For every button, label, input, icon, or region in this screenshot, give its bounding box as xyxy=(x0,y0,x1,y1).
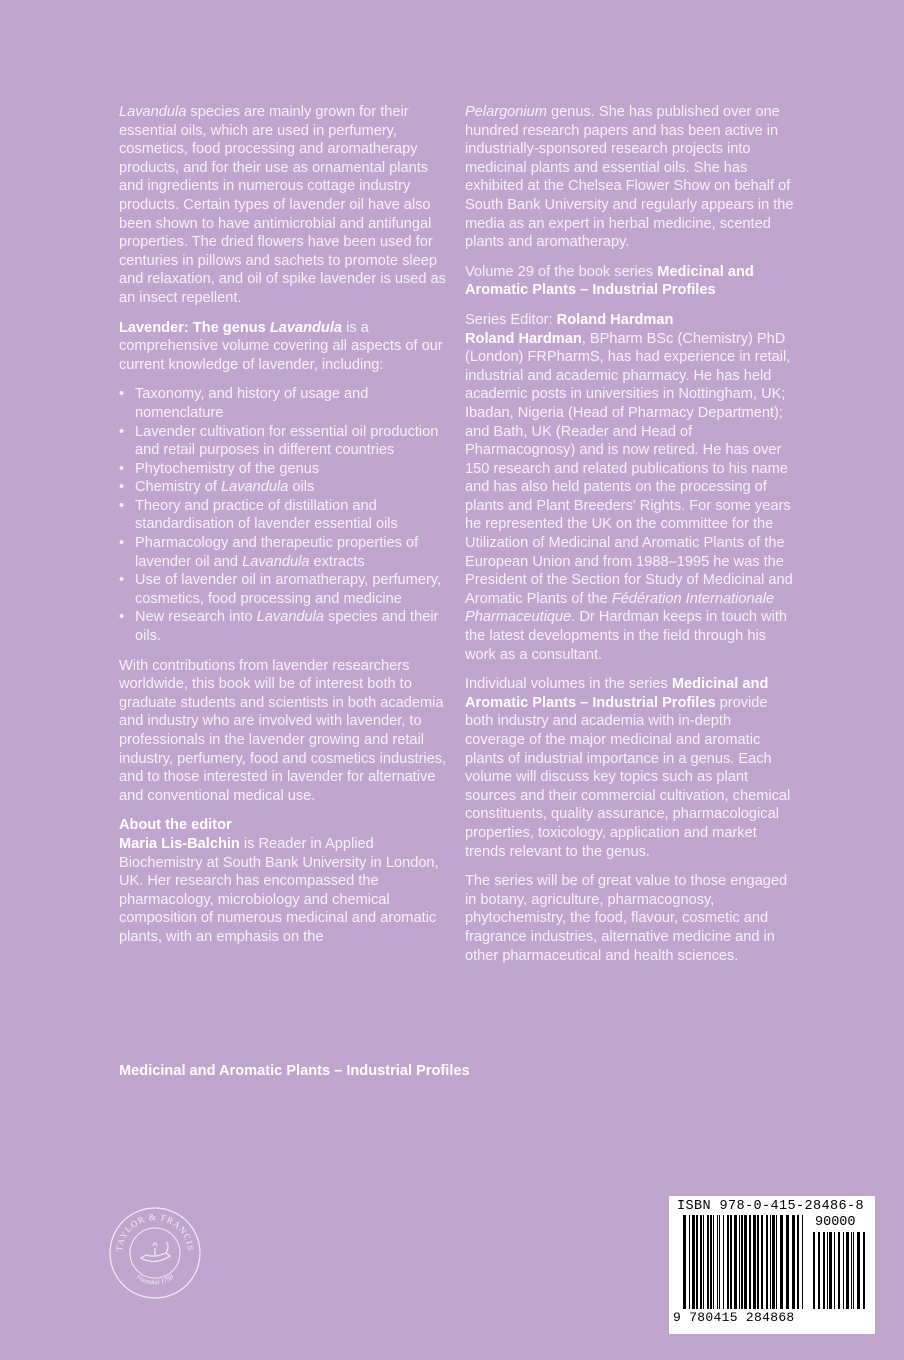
barcode-bar xyxy=(707,1215,709,1309)
barcode-box xyxy=(669,1196,875,1334)
barcode-bar xyxy=(749,1215,751,1309)
lamp-icon xyxy=(141,1242,170,1262)
publisher-logo xyxy=(108,1206,202,1300)
audience-paragraph: With contributions from lavender researchers worldwide, this book will be of interest both to graduate students and scientists in both academia and industry who are involved with lavender, to professionals in the lavender growing and retail industry, perfumery, food and cosmetics industries, and to those interested in lavender for alternative and conventional medical use. xyxy=(119,657,447,804)
barcode-bar xyxy=(723,1215,724,1309)
logo-text-bottom: Founded 1798 xyxy=(134,1272,176,1287)
barcode-bar xyxy=(713,1215,714,1309)
list-item: • New research into Lavandula species and their oils. xyxy=(119,608,449,645)
list-item: • Chemistry of Lavandula oils xyxy=(119,478,449,497)
barcode-bar xyxy=(730,1215,732,1309)
right-column xyxy=(465,103,795,976)
barcode-bar xyxy=(853,1232,854,1309)
barcode-bar xyxy=(843,1232,844,1309)
barcode-bar xyxy=(857,1232,860,1309)
series-value-paragraph: The series will be of great value to those engaged in botany, agriculture, pharmacognosy, phytochemistry, the food, flavour, cosmetic and fragrance industries, alternative medicine and in other pharmaceutical and health sciences. xyxy=(465,873,788,964)
isbn-text: ISBN 978-0-415-28486-8 xyxy=(677,1199,865,1214)
list-item: • Use of lavender oil in aromatherapy, perfumery, cosmetics, food processing and medicine xyxy=(119,571,449,608)
list-item: • Lavender cultivation for essential oil production and retail purposes in different countries xyxy=(119,423,449,460)
svg-text:Founded 1798 xyxy=(134,1272,175,1286)
barcode-bar xyxy=(692,1215,695,1309)
barcode-bar xyxy=(727,1215,729,1309)
barcode-bar xyxy=(757,1215,759,1309)
barcode-bar xyxy=(823,1232,825,1309)
barcode-bar xyxy=(851,1232,852,1309)
barcode-bar xyxy=(818,1232,820,1309)
genus-italic: Lavandula xyxy=(119,104,187,120)
barcode-bar xyxy=(792,1215,795,1309)
barcode-bar xyxy=(761,1215,763,1309)
barcode-bar xyxy=(780,1215,783,1309)
barcode-bar xyxy=(700,1215,702,1309)
series-editor-section: Series Editor: Roland Hardman Roland Hardman, BPharm BSc (Chemistry) PhD (London) FRPharmS, has had experience in retail, industrial and academic pharmacy. He has held academic posts in universities in Nottingham, UK; Ibadan, Nigeria (Head of Pharmacy Department); and Bath, UK (Reader and Head of Pharmacognosy) and is now retired. He has over 150 research and related publications to his name and has also held patents on the processing of plants and Plant Breeders' Rights. For some years he represented the UK on the committee for the Utilization of Medicinal and Aromatic Plants of the European Union and from 1988–1995 he was the President of the Section for Study of Medicinal and Aromatic Plants of the Fédération Internationale Pharmaceutique. Dr Hardman keeps in touch with the latest developments in the field through his work as a consultant. xyxy=(465,311,793,663)
barcode-bar xyxy=(717,1215,718,1309)
intro-paragraph: Lavandula species are mainly grown for their essential oils, which are used in perfumery, cosmetics, food processing and aromatherapy products, and for their use as ornamental plants and ingredients in numerous cottage industry products. Certain types of lavender oil have also been shown to have antimicrobial and antifungal properties. The dried flowers have been used for centuries in pillows and sachets to promote sleep and relaxation, and oil of spike lavender is used as an insect repellent. xyxy=(119,104,446,306)
barcode-bar xyxy=(739,1215,740,1309)
barcode-bar xyxy=(753,1215,756,1309)
barcode-digits: 9 780415 284868 xyxy=(673,1310,795,1325)
barcode-bar xyxy=(813,1232,815,1309)
about-editor-heading: About the editor xyxy=(119,817,232,834)
barcode-bar xyxy=(829,1232,832,1309)
barcode-bar xyxy=(719,1215,720,1309)
list-item: • Theory and practice of distillation and standardisation of lavender essential oils xyxy=(119,497,449,534)
barcode-bar xyxy=(683,1215,686,1309)
editor-name: Maria Lis-Balchin xyxy=(119,835,240,852)
price-barcode-bars xyxy=(813,1232,869,1309)
barcode-bar xyxy=(863,1232,865,1309)
barcode-bar xyxy=(846,1232,849,1309)
list-item: • Phytochemistry of the genus xyxy=(119,460,449,479)
barcode-bar xyxy=(766,1215,768,1309)
barcode-bar xyxy=(772,1215,775,1309)
barcode-bar xyxy=(741,1215,743,1309)
series-description-paragraph: Individual volumes in the series Medicinal and Aromatic Plants – Industrial Profiles provide both industry and academia with in-depth coverage of the major medicinal and aromatic plants of industrial importance in a genus. Each volume will discuss key topics such as plant sources and their commercial cultivation, chemical constituents, quality assurance, pharmacological properties, toxicology, application and market trends relevant to the genus. xyxy=(465,676,791,860)
editor-bio-continued: Pelargonium genus. She has published over one hundred research papers and has been active in industrially-sponsored research projects into medicinal plants and essential oils. She has exhibited at the Chelsea Flower Show on behalf of South Bank University and regularly appears in the media as an expert in herbal medicine, scented plants and aromatherapy. xyxy=(465,104,794,251)
topics-list xyxy=(119,385,449,645)
barcode-bar xyxy=(770,1215,771,1309)
barcode-bar xyxy=(744,1215,747,1309)
barcode-bar xyxy=(703,1215,704,1309)
barcode-bar xyxy=(838,1232,840,1309)
barcode-bar xyxy=(776,1215,777,1309)
barcode-bar xyxy=(827,1232,828,1309)
list-item: • Taxonomy, and history of usage and nomenclature xyxy=(119,385,449,422)
barcode-bar xyxy=(797,1215,799,1309)
about-editor-section: About the editor Maria Lis-Balchin is Reader in Applied Biochemistry at South Bank University in London, UK. Her research has encompassed the pharmacology, microbiology and chemical composition of numerous medicinal and aromatic plants, with an emphasis on the xyxy=(119,817,439,945)
barcode-bar xyxy=(689,1215,690,1309)
book-summary-paragraph: Lavender: The genus Lavandula is a comprehensive volume covering all aspects of our current knowledge of lavender, including: xyxy=(119,319,443,373)
barcode-bar xyxy=(696,1215,698,1309)
volume-paragraph: Volume 29 of the book series Medicinal and Aromatic Plants – Industrial Profiles xyxy=(465,263,754,299)
barcode-bars xyxy=(683,1215,805,1309)
barcode-bar xyxy=(734,1215,737,1309)
barcode-bar xyxy=(802,1215,803,1309)
left-column xyxy=(119,103,449,947)
series-title: Medicinal and Aromatic Plants – Industrial Profiles xyxy=(119,1063,470,1079)
barcode-bar xyxy=(710,1215,712,1309)
list-item: • Pharmacology and therapeutic properties of lavender oil and Lavandula extracts xyxy=(119,534,449,571)
price-code: 90000 xyxy=(815,1215,856,1230)
barcode-bar xyxy=(786,1215,789,1309)
logo-text-top: TAYLOR & FRANCIS xyxy=(113,1211,197,1252)
barcode-bar xyxy=(834,1232,835,1309)
